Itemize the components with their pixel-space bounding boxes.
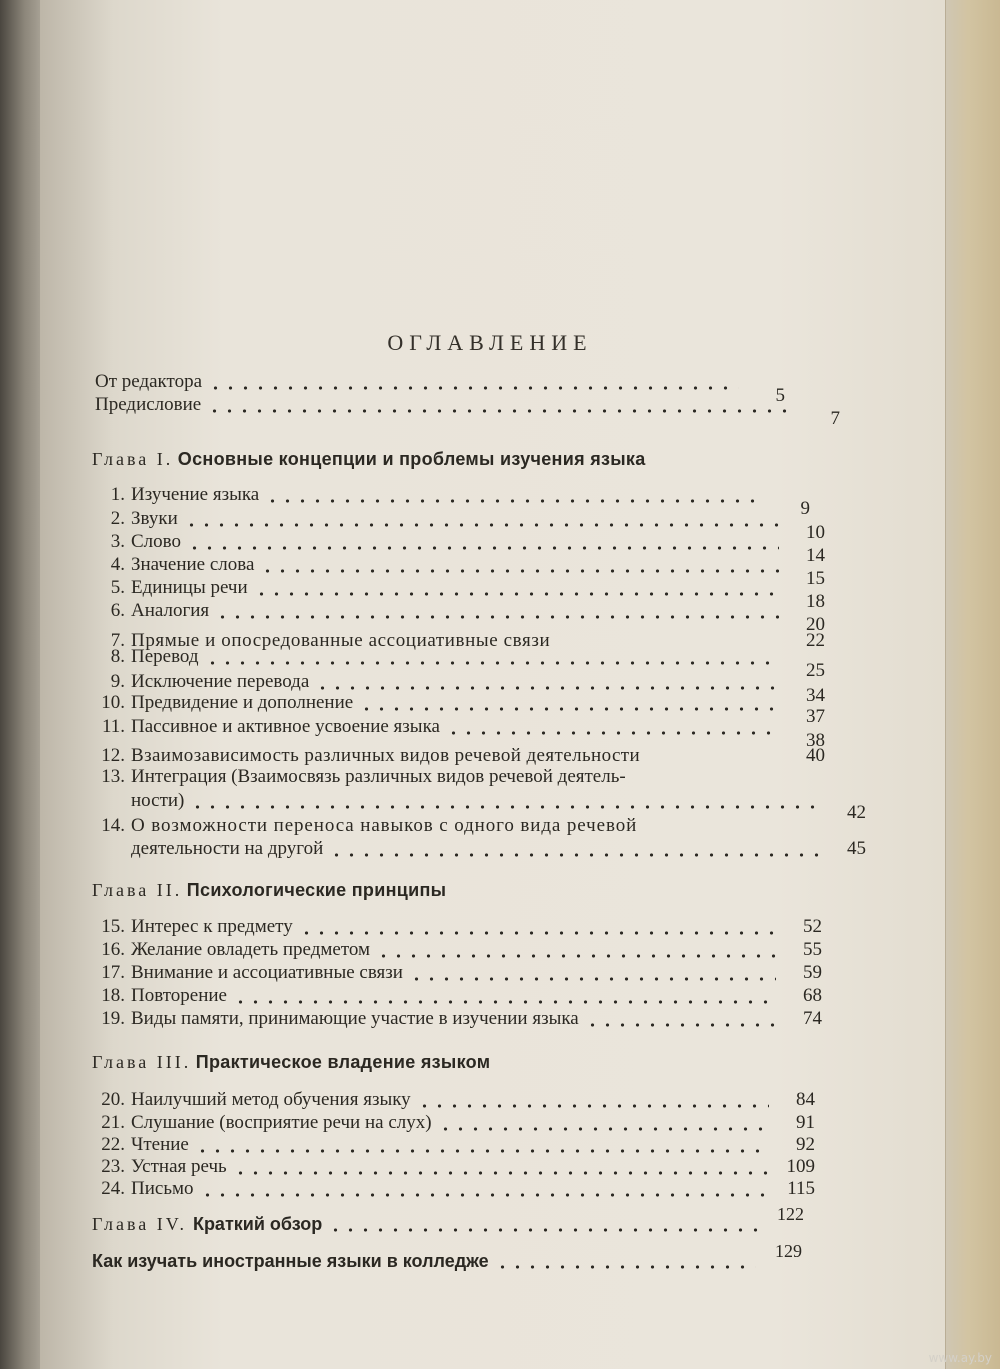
dot-leader	[200, 1193, 769, 1197]
entry-page: 92	[796, 1134, 815, 1155]
entry-number: 3.	[110, 531, 125, 552]
chapter-label: Глава I.	[92, 449, 174, 469]
entry-text: Перевод	[131, 646, 199, 667]
dot-leader	[417, 1104, 769, 1108]
chapter-heading-3	[92, 1052, 490, 1073]
dot-leader	[329, 853, 820, 857]
chapter-label: Глава IV.	[92, 1214, 187, 1234]
entry-text: Взаимозависимость различных видов речевой деятельности	[131, 745, 641, 766]
entry-text: деятельности на другой	[131, 838, 324, 859]
entry-text: Слушание (восприятие речи на слух)	[131, 1112, 432, 1133]
chapter-title: Основные концепции и проблемы изучения языка	[177, 449, 646, 469]
entry-page: 129	[775, 1241, 802, 1261]
entry-number: 13.	[101, 766, 125, 787]
dot-leader	[409, 977, 776, 981]
dot-leader	[190, 805, 820, 809]
entry-text: Предвидение и дополнение	[131, 692, 354, 713]
dot-leader	[260, 569, 779, 573]
entry-text: Прямые и опосредованные ассоциативные связи	[131, 630, 551, 651]
entry-number: 4.	[110, 554, 125, 575]
toc-entry-14-cont	[131, 838, 866, 860]
entry-number: 7.	[110, 630, 125, 651]
toc-entry	[95, 1089, 815, 1111]
dot-leader	[299, 931, 776, 935]
entry-number: 22.	[101, 1134, 125, 1155]
toc-title: ОГЛАВЛЕНИЕ	[387, 330, 593, 355]
entry-text: Пассивное и активное усвоение языка	[131, 716, 440, 737]
dot-leader	[233, 1171, 769, 1175]
dot-leader	[446, 731, 779, 735]
chapter-title: Психологические принципы	[186, 880, 447, 900]
toc-entry	[95, 745, 825, 767]
dot-leader	[184, 523, 779, 527]
entry-text: Виды памяти, принимающие участие в изучении языка	[131, 1008, 579, 1029]
entry-text: Внимание и ассоциативные связи	[131, 962, 403, 983]
toc-entry	[95, 600, 825, 635]
entry-page: 15	[806, 568, 825, 589]
entry-page: 55	[803, 939, 822, 960]
dot-leader	[495, 1265, 756, 1269]
dot-leader	[215, 615, 779, 619]
chapter-title: Практическое владение языком	[195, 1052, 491, 1072]
entry-number: 2.	[110, 508, 125, 529]
entry-number: 16.	[101, 939, 125, 960]
toc-entry	[95, 1134, 815, 1156]
toc-entry-appendix	[92, 1241, 802, 1272]
dot-leader	[207, 409, 794, 413]
entry-page: 34	[806, 685, 825, 706]
entry-number: 17.	[101, 962, 125, 983]
chapter-title: Краткий обзор	[192, 1214, 323, 1234]
entry-number: 24.	[101, 1178, 125, 1199]
entry-number: 23.	[101, 1156, 125, 1177]
entry-page: 91	[796, 1112, 815, 1133]
entry-page: 10	[806, 522, 825, 543]
dot-leader	[328, 1228, 758, 1232]
toc-entry	[95, 1156, 815, 1178]
dot-leader	[315, 686, 779, 690]
entry-number: 9.	[110, 671, 125, 692]
entry-text: Наилучший метод обучения языку	[131, 1089, 411, 1110]
dot-leader	[208, 386, 739, 390]
entry-page: 38	[806, 730, 825, 751]
entry-page: 37	[806, 706, 825, 727]
entry-text: Письмо	[131, 1178, 194, 1199]
dot-leader	[254, 592, 779, 596]
dot-leader	[359, 707, 779, 711]
entry-text: ности)	[131, 790, 185, 811]
entry-page: 84	[796, 1089, 815, 1110]
entry-text: Устная речь	[131, 1156, 227, 1177]
watermark: www.ay.by	[928, 1351, 992, 1365]
entry-number: 8.	[110, 646, 125, 667]
entry-number: 19.	[101, 1008, 125, 1029]
book-page	[40, 0, 960, 1369]
dot-leader	[646, 760, 779, 764]
entry-page: 74	[803, 1008, 822, 1029]
entry-text: Слово	[131, 531, 181, 552]
toc-entry	[95, 1112, 815, 1134]
entry-text: Исключение перевода	[131, 671, 310, 692]
entry-page: 122	[777, 1204, 804, 1224]
entry-text: Интерес к предмету	[131, 916, 293, 937]
dot-leader	[376, 954, 776, 958]
entry-page: 7	[830, 408, 840, 429]
entry-text: Повторение	[131, 985, 227, 1006]
dot-leader	[195, 1149, 769, 1153]
entry-text: Звуки	[131, 508, 178, 529]
entry-number: 1.	[110, 484, 125, 505]
dot-leader	[585, 1023, 776, 1027]
entry-page: 25	[806, 660, 825, 681]
toc-entry-14	[95, 815, 825, 837]
entry-page: 109	[786, 1156, 815, 1177]
toc-entry	[95, 716, 825, 751]
entry-page: 14	[806, 545, 825, 566]
entry-number: 5.	[110, 577, 125, 598]
toc-entry-13-cont	[131, 790, 866, 823]
entry-page: 115	[787, 1178, 815, 1199]
entry-text: О возможности переноса навыков с одного вида речевой	[131, 815, 638, 836]
entry-page: 18	[806, 591, 825, 612]
entry-page: 5	[775, 385, 785, 406]
entry-text: От редактора	[95, 371, 203, 392]
entry-text: Единицы речи	[131, 577, 248, 598]
entry-number: 14.	[101, 815, 125, 836]
entry-page: 45	[847, 838, 866, 859]
entry-text: Интеграция (Взаимосвязь различных видов речевой деятель-	[131, 766, 626, 787]
entry-text: Предисловие	[95, 394, 202, 415]
toc-entry	[95, 916, 822, 938]
entry-page: 59	[803, 962, 822, 983]
entry-number: 11.	[101, 716, 125, 737]
chapter-heading-4	[92, 1204, 804, 1235]
chapter-label: Глава III.	[92, 1052, 192, 1072]
entry-number: 6.	[110, 600, 125, 621]
chapter-heading-1	[92, 449, 646, 470]
entry-page: 52	[803, 916, 822, 937]
entry-number: 10.	[101, 692, 125, 713]
toc-entry-preface	[95, 394, 840, 429]
toc-entry-13	[95, 766, 825, 788]
entry-page: 20	[806, 614, 825, 635]
entry-text: Желание овладеть предметом	[131, 939, 371, 960]
entry-page: 42	[847, 802, 866, 823]
entry-text: Изучение языка	[131, 484, 260, 505]
entry-page: 40	[806, 745, 825, 766]
toc-entry	[95, 1178, 815, 1200]
entry-text: Значение слова	[131, 554, 255, 575]
entry-number: 12.	[101, 745, 125, 766]
dot-leader	[187, 546, 779, 550]
entry-page: 9	[800, 498, 810, 519]
entry-text: Аналогия	[131, 600, 210, 621]
toc-entry	[95, 939, 822, 961]
entry-text: Чтение	[131, 1134, 189, 1155]
toc-entry	[95, 646, 825, 681]
dot-leader	[265, 499, 764, 503]
chapter-label: Глава II.	[92, 880, 183, 900]
dot-leader	[205, 661, 779, 665]
toc-entry	[95, 1008, 822, 1030]
chapter-heading-2	[92, 880, 446, 901]
entry-page: 22	[806, 630, 825, 651]
entry-number: 20.	[101, 1089, 125, 1110]
book-cover-edge	[945, 0, 1000, 1369]
entry-text: Как изучать иностранные языки в колледже	[92, 1251, 489, 1271]
dot-leader	[233, 1000, 776, 1004]
entry-number: 21.	[101, 1112, 125, 1133]
entry-page: 68	[803, 985, 822, 1006]
entry-number: 18.	[101, 985, 125, 1006]
toc-entry	[95, 985, 822, 1007]
toc-entry	[95, 962, 822, 984]
entry-number: 15.	[101, 916, 125, 937]
dot-leader	[438, 1127, 769, 1131]
